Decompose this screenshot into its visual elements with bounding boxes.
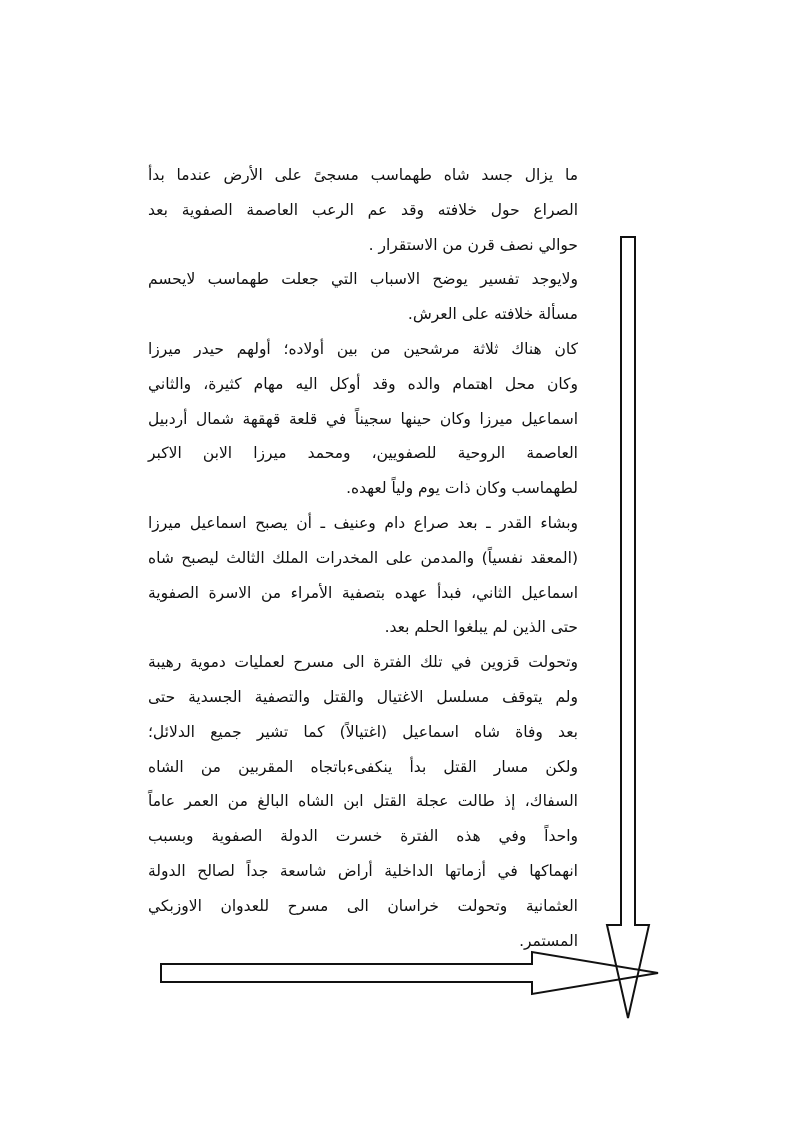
text-line: الصراع حول خلافته وقد عم الرعب العاصمة الصفوية بعد [148, 200, 578, 219]
right-arrow [161, 952, 658, 994]
text-line: انهماكها في أزماتها الداخلية أراض شاسعة جداً لصالح الدولة [148, 861, 578, 880]
text-line: ما يزال جسد شاه طهماسب مسجىً على الأرض عندما بدأ [148, 166, 578, 184]
text-line: اسماعيل ميرزا وكان حينها سجيناً في قلعة قهقهة شمال أردبيل [148, 409, 578, 428]
text-line: وبشاء القدر ـ بعد صراع دام وعنيف ـ أن يصبح اسماعيل ميرزا [148, 513, 578, 532]
text-line: ولم يتوقف مسلسل الاغتيال والقتل والتصفية الجسدية حتى [148, 687, 578, 706]
down-arrow [607, 237, 649, 1018]
text-line: السفاك، إذ طالت عجلة القتل ابن الشاه البالغ من العمر عاماً [148, 792, 578, 811]
text-line: بعد وفاة شاه اسماعيل (اغتيالاً) كما تشير جميع الدلائل؛ [148, 722, 578, 741]
text-line: العثمانية وتحولت خراسان الى مسرح للعدوان الاوزبكي [148, 896, 578, 915]
text-line: حتى الذين لم يبلغوا الحلم بعد. [384, 618, 578, 637]
text-line: المستمر. [519, 931, 578, 950]
text-line: حوالي نصف قرن من الاستقرار . [368, 235, 578, 254]
text-line: وتحولت قزوين في تلك الفترة الى مسرح لعمليات دموية رهيبة [148, 653, 578, 672]
text-line: ولايوجد تفسير يوضح الاسباب التي جعلت طهماسب لايحسم [148, 270, 578, 289]
text-line: مسألة خلافته على العرش. [407, 305, 578, 324]
text-line: لطهماسب وكان ذات يوم ولياً لعهده. [346, 479, 578, 498]
text-line: وكان محل اهتمام والده وقد أوكل اليه مهام كثيرة، والثاني [148, 374, 578, 393]
text-line: العاصمة الروحية للصفويين، ومحمد ميرزا الابن الاكبر [148, 444, 578, 463]
text-line: اسماعيل الثاني، فبدأ عهده بتصفية الأمراء من الاسرة الصفوية [148, 583, 578, 602]
text-line: كان هناك ثلاثة مرشحين من بين أولاده؛ أولهم حيدر ميرزا [148, 339, 578, 358]
text-line: (المعقد نفسياً) والمدمن على المخدرات الملك الثالث ليصبح شاه [148, 548, 578, 567]
text-line: واحداً وفي هذه الفترة خسرت الدولة الصفوية وبسبب [148, 827, 578, 846]
text-line: ولكن مسار القتل بدأ ينكفىءباتجاه المقربين من الشاه [148, 757, 578, 776]
